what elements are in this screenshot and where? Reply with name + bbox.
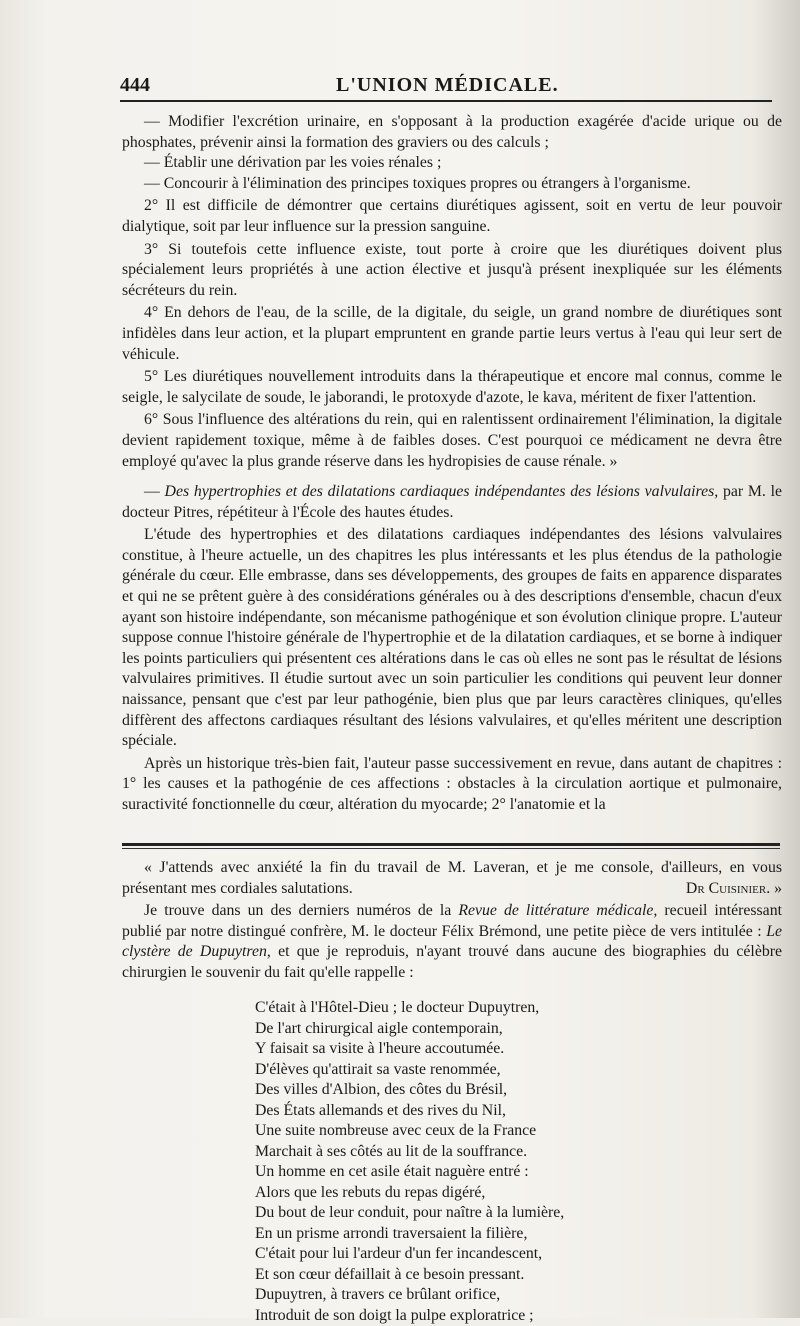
running-title: L'UNION MÉDICALE. (336, 74, 559, 97)
poem-line: C'était à l'Hôtel-Dieu ; le docteur Dupuytren, (255, 998, 675, 1019)
paragraph: 5° Les diurétiques nouvellement introduits dans la thérapeutique et encore mal connus, comme le seigle, le salycilate de soude, le jaborandi, le protoxyde d'azote, le kava, méritent de fixer l'attention. (122, 367, 782, 408)
paragraph: Après un historique très-bien fait, l'auteur passe successivement en revue, dans autant de chapitres : 1° les causes et la pathogénie de ces affections : obstacles à la circulation aortique et pulmonaire, suractivité fonctionnelle du cœur, altération du myocarde; 2° l'anatomie et la (122, 754, 782, 816)
paragraph: Je trouve dans un des derniers numéros de la Revue de littérature médicale, recueil intéressant publié par notre distingué confrère, M. le docteur Félix Brémond, une petite pièce de vers intitulée : Le clystère de Dupuytren, et que je reproduis, n'ayant trouvé dans aucune des biographies du célèbre chirurgien le souvenir du fait qu'elle rappelle : (122, 901, 782, 983)
poem-line: Une suite nombreuse avec ceux de la France (255, 1121, 675, 1142)
paragraph: — Établir une dérivation par les voies rénales ; (122, 153, 782, 174)
review-byline: par M. le docteur Pitres, répétiteur à l'École des hautes études. (122, 483, 782, 521)
review-heading: — Des hypertrophies et des dilatations cardiaques indépendantes des lésions valvulaires, par M. le docteur Pitres, répétiteur à l'École des hautes études. (122, 482, 782, 523)
poem-line: Et son cœur défaillait à ce besoin pressant. (255, 1265, 675, 1286)
paragraph: — Concourir à l'élimination des principes toxiques propres ou étrangers à l'organisme. (122, 174, 782, 195)
paragraph: 4° En dehors de l'eau, de la scille, de la digitale, du seigle, un grand nombre de diurétiques sont infidèles dans leur action, et la plupart empruntent en grande partie leurs vertus à l'eau qui leur sert de véhicule. (122, 303, 782, 365)
review-title: Des hypertrophies et des dilatations cardiaques indépendantes des lésions valvulaires, (165, 483, 719, 500)
poem-line: Y faisait sa visite à l'heure accoutumée. (255, 1039, 675, 1060)
paragraph: 6° Sous l'influence des altérations du rein, qui en ralentissent ordinairement l'élimination, la digitale devient rapidement toxique, même à de faibles doses. C'est pourquoi ce médicament ne devra être employé qu'avec la plus grande réserve dans les hydropisies de cause rénale. » (122, 410, 782, 472)
poem-line: Dupuytren, à travers ce brûlant orifice, (255, 1285, 675, 1306)
header-rule (120, 100, 772, 102)
page-header (120, 70, 780, 100)
paragraph: L'étude des hypertrophies et des dilatations cardiaques indépendantes des lésions valvulaires constitue, à l'heure actuelle, un des chapitres les plus intéressants et les plus étendus de la pathologie générale du cœur. Elle embrasse, dans ses développements, des groupes de faits en apparence disparates et qui ne se prêtent guère à des considérations générales ou à des descriptions d'ensemble, chacun d'eux ayant son histoire indépendante, son mécanisme pathogénique et son évolution clinique propre. L'auteur suppose connue l'histoire générale de l'hypertrophie et de la dilatation cardiaques, et se borne à indiquer les points particuliers qui présentent ces altérations dans le cas où elles ne sont pas le résultat de lésions valvulaires primitives. Il étudie surtout avec un soin particulier les conditions qui peuvent leur donner naissance, pensant que c'est par leur pathogénie, bien plus que par leurs caractères cliniques, qu'elles diffèrent des affectons cardiaques résultant des lésions valvulaires, et qu'elles méritent une description spéciale. (122, 525, 782, 752)
poem-line: Des villes d'Albion, des côtes du Brésil, (255, 1080, 675, 1101)
letter-closing: « J'attends avec anxiété la fin du travail de M. Laveran, et je me console, d'ailleurs, en vous présentant mes cordiales salutations. Dr Cuisinier. » (122, 858, 782, 899)
poem-line: D'élèves qu'attirait sa vaste renommée, (255, 1060, 675, 1081)
paragraph: 2° Il est difficile de démontrer que certains diurétiques agissent, soit en vertu de leur pouvoir dialytique, soit par leur influence sur la pression sanguine. (122, 196, 782, 237)
poem (255, 998, 675, 1326)
poem-line: Du bout de leur conduit, pour naître à la lumière, (255, 1203, 675, 1224)
paragraph: — Modifier l'excrétion urinaire, en s'opposant à la production exagérée d'acide urique ou de phosphates, prévenir ainsi la formation des graviers ou des calculs ; (122, 112, 782, 153)
poem-line: Introduit de son doigt la pulpe exploratrice ; (255, 1306, 675, 1326)
poem-line: Marchait à ses côtés au lit de la souffrance. (255, 1142, 675, 1163)
poem-line: De l'art chirurgical aigle contemporain, (255, 1019, 675, 1040)
poem-line: Alors que les rebuts du repas digéré, (255, 1183, 675, 1204)
poem-line: Des États allemands et des rives du Nil, (255, 1101, 675, 1122)
poem-line: C'était pour lui l'ardeur d'un fer incandescent, (255, 1244, 675, 1265)
page-number: 444 (120, 74, 150, 97)
journal-title: Revue de littérature médicale, (458, 902, 657, 919)
paragraph: 3° Si toutefois cette influence existe, tout porte à croire que les diurétiques doivent plus spécialement leurs propriétés à une action élective et jusqu'à présent inexpliquée sur les éléments sécréteurs du rein. (122, 240, 782, 302)
feuilleton-separator (122, 843, 780, 849)
signature: Dr Cuisinier. » (664, 879, 782, 900)
feuilleton-body (122, 858, 782, 984)
article-body-top (122, 112, 782, 816)
poem-line: Un homme en cet asile était naguère entré : (255, 1162, 675, 1183)
poem-line: En un prisme arrondi traversaient la filière, (255, 1224, 675, 1245)
poem-title: Le clystère de Dupuytren, (122, 923, 782, 961)
